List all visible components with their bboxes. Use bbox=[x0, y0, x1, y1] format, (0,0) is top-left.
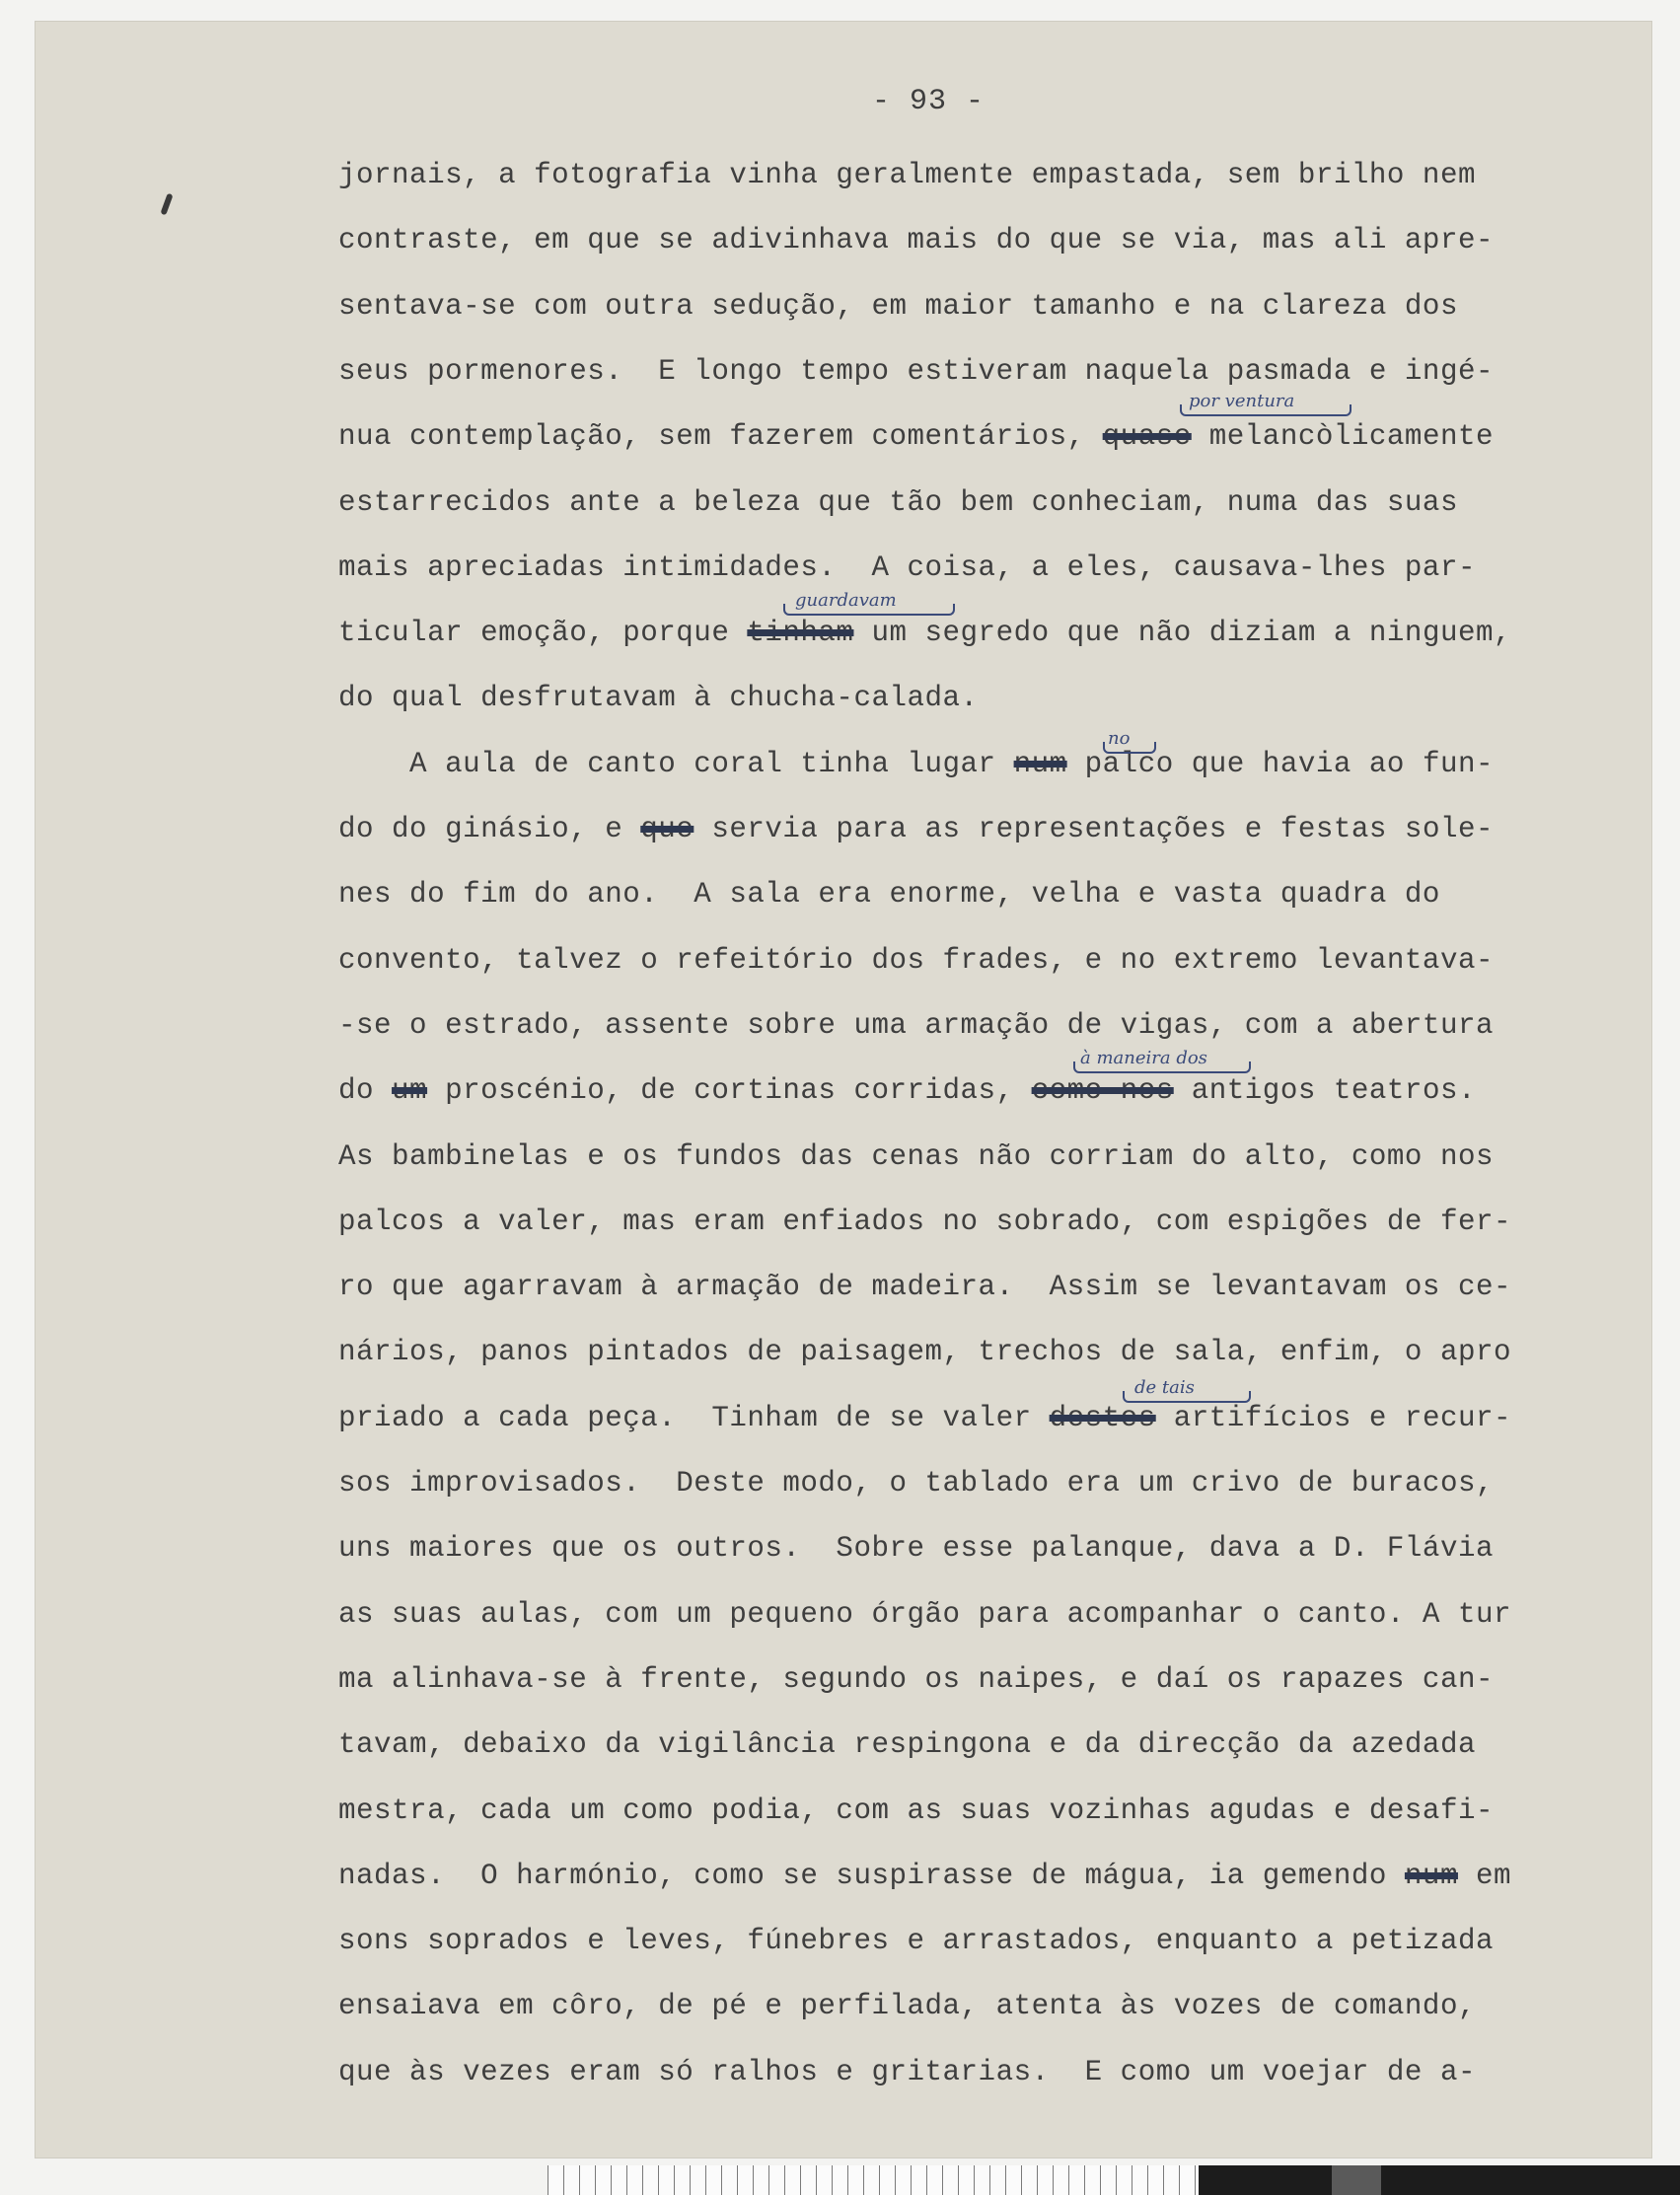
text-line: ensaiava em côro, de pé e perfilada, atenta às vozes de comando, bbox=[338, 1990, 1476, 2023]
text-line: que às vezes eram só ralhos e gritarias. E como um voejar de a- bbox=[338, 2055, 1476, 2088]
insertion-bracket bbox=[1180, 404, 1351, 416]
insertion-bracket bbox=[1103, 742, 1156, 754]
text-line: nes do fim do ano. A sala era enorme, velha e vasta quadra do bbox=[338, 878, 1440, 912]
text-line: As bambinelas e os fundos das cenas não corriam do alto, como nos bbox=[338, 1139, 1494, 1173]
text-line: uns maiores que os outros. Sobre esse palanque, dava a D. Flávia bbox=[338, 1532, 1494, 1566]
handwritten-insertion-por-ventura: por ventura bbox=[1189, 391, 1295, 411]
page-number: - 93 - bbox=[871, 85, 986, 118]
text-line: tavam, debaixo da vigilância respingona e da direcção da azedada bbox=[338, 1728, 1476, 1762]
text-line: estarrecidos ante a beleza que tão bem conheciam, numa das suas bbox=[338, 485, 1458, 519]
text-line: do um proscénio, de cortinas corridas, como nos antigos teatros. bbox=[338, 1074, 1476, 1108]
text-line: do qual desfrutavam à chucha-calada. bbox=[338, 682, 979, 715]
insertion-bracket bbox=[783, 604, 955, 616]
handwritten-insertion-a-maneira-dos: à maneira dos bbox=[1080, 1048, 1207, 1068]
struck-word: que bbox=[640, 813, 694, 845]
text-line: ticular emoção, porque tinham um segredo que não diziam a ninguem, bbox=[338, 617, 1512, 650]
text-line: sos improvisados. Deste modo, o tablado era um crivo de buracos, bbox=[338, 1467, 1494, 1500]
text-line: jornais, a fotografia vinha geralmente empastada, sem brilho nem bbox=[338, 159, 1476, 191]
color-scale-grey-patch bbox=[1332, 2165, 1381, 2195]
struck-word: quase bbox=[1102, 420, 1192, 454]
text-line: priado a cada peça. Tinham de se valer destes artifícios e recur- bbox=[338, 1401, 1512, 1434]
insertion-bracket bbox=[1073, 1061, 1251, 1073]
text-line: palcos a valer, mas eram enfiados no sobrado, com espigões de fer- bbox=[338, 1205, 1512, 1238]
text-line: A aula de canto coral tinha lugar num palco que havia ao fun- bbox=[338, 747, 1495, 780]
text-line: do do ginásio, e que servia para as representações e festas sole- bbox=[338, 813, 1495, 845]
handwritten-insertion-guardavam: guardavam bbox=[795, 590, 897, 611]
text-line: ma alinhava-se à frente, segundo os naipes, e daí os rapazes can- bbox=[338, 1662, 1494, 1696]
text-line: seus pormenores. E longo tempo estiveram naquela pasmada e ingé- bbox=[338, 354, 1494, 388]
handwritten-insertion-de-tais: de tais bbox=[1134, 1377, 1195, 1398]
text-line: nua contemplação, sem fazerem comentários, quase melancòlicamente bbox=[338, 420, 1495, 454]
insertion-bracket bbox=[1123, 1391, 1251, 1403]
text-line: mais apreciadas intimidades. A coisa, a eles, causava-lhes par- bbox=[338, 550, 1476, 584]
struck-word: um bbox=[392, 1074, 428, 1108]
text-line: contraste, em que se adivinhava mais do que se via, mas ali apre- bbox=[338, 224, 1494, 257]
color-scale-ruler bbox=[548, 2165, 1199, 2195]
struck-word: como nos bbox=[1031, 1074, 1174, 1108]
struck-word: destes bbox=[1049, 1401, 1156, 1434]
struck-word: num bbox=[1404, 1859, 1458, 1892]
handwritten-insertion-no: no bbox=[1108, 728, 1131, 749]
text-line: as suas aulas, com um pequeno órgão para acompanhar o canto. A tur bbox=[338, 1597, 1512, 1631]
text-line: convento, talvez o refeitório dos frades, e no extremo levantava- bbox=[338, 943, 1494, 977]
text-line: sons soprados e leves, fúnebres e arrastados, enquanto a petizada bbox=[338, 1925, 1494, 1958]
text-line: mestra, cada um como podia, com as suas vozinhas agudas e desafi- bbox=[338, 1793, 1494, 1827]
text-line: nadas. O harmónio, como se suspirasse de mágua, ia gemendo num em bbox=[338, 1859, 1512, 1892]
text-line: nários, panos pintados de paisagem, trechos de sala, enfim, o apro bbox=[338, 1336, 1512, 1369]
struck-word: tinham bbox=[747, 617, 854, 650]
text-line: sentava-se com outra sedução, em maior tamanho e na clareza dos bbox=[338, 289, 1458, 323]
text-line: ro que agarravam à armação de madeira. Assim se levantavam os ce- bbox=[338, 1271, 1512, 1304]
color-scale-dark-patch bbox=[1199, 2165, 1680, 2195]
text-line: -se o estrado, assente sobre uma armação de vigas, com a abertura bbox=[338, 1008, 1494, 1042]
struck-word: num bbox=[1013, 747, 1067, 780]
